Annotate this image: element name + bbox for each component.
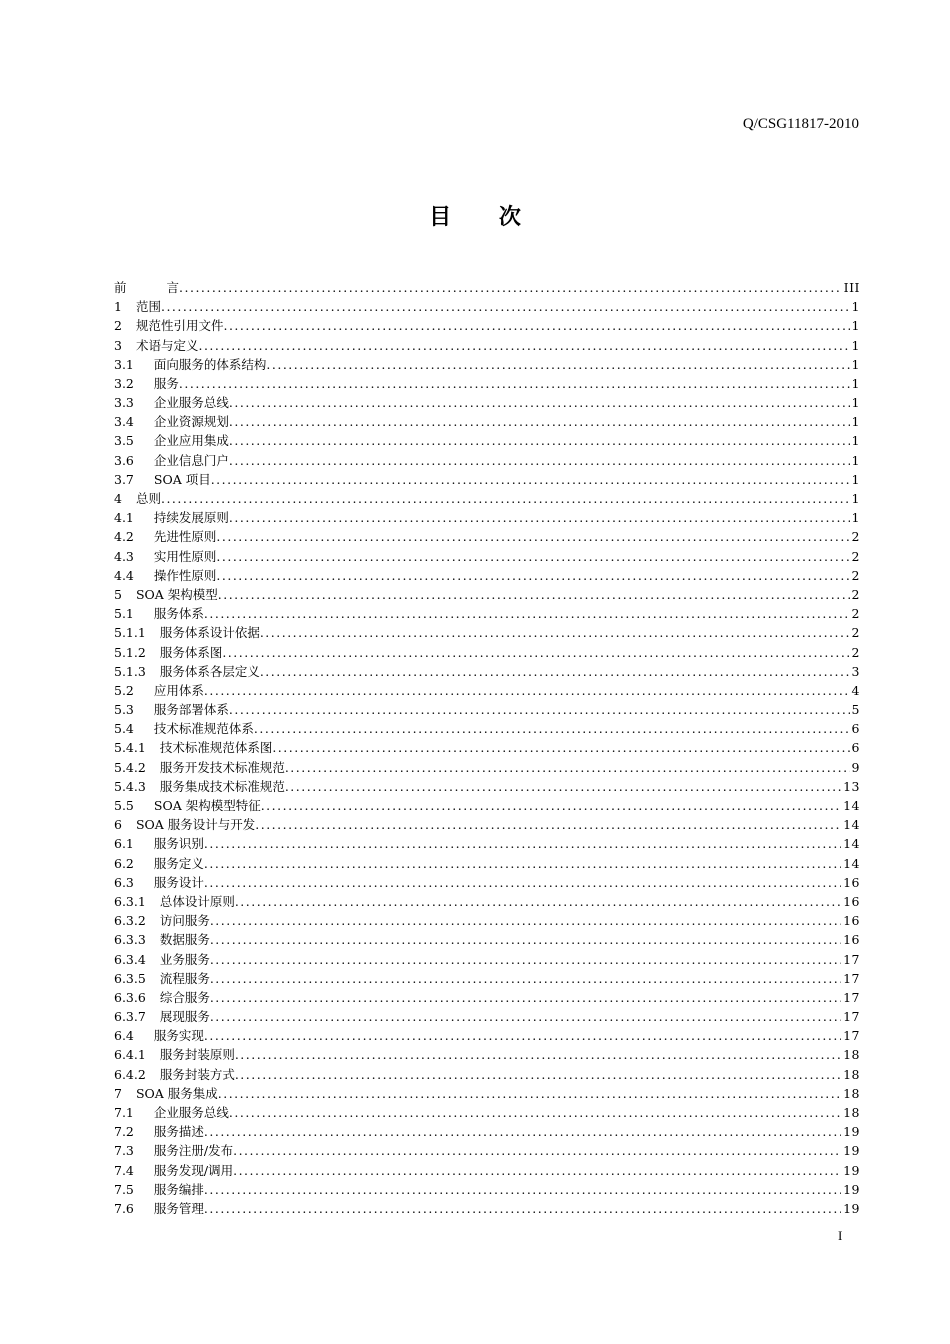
toc-leader-dots [161,297,850,316]
toc-entry-title: 流程服务 [159,970,210,986]
table-of-contents [114,278,860,1218]
toc-entry-title: 技术标准规范体系 [153,721,254,737]
toc-entry-title: 服务部署体系 [153,702,229,718]
toc-entry-number: 6.2 [114,855,134,871]
toc-entry-title: 服务识别 [153,836,204,852]
toc-entry-page: 16 [843,874,860,890]
toc-leader-dots [204,604,850,623]
toc-entry[interactable] [114,892,860,911]
toc-leader-dots [210,911,841,930]
toc-entry-title: 企业服务总线 [153,1105,229,1121]
toc-entry-number: 6.3.3 [114,932,146,948]
toc-entry-page: 13 [843,778,860,794]
toc-entry-number: 7.2 [114,1124,134,1140]
toc-entry[interactable] [114,930,860,949]
toc-entry-page: 1 [851,318,860,334]
toc-leader-dots [222,643,849,662]
toc-leader-dots [210,969,841,988]
toc-entry-page: 19 [843,1200,860,1216]
toc-entry[interactable] [114,1065,860,1084]
toc-entry-page: 1 [851,375,860,391]
toc-entry-page: 2 [851,548,860,564]
toc-entry-number: 5.3 [114,702,134,718]
toc-entry-number: 5.1.1 [114,625,146,641]
toc-entry[interactable] [114,1141,860,1160]
toc-entry-page: 2 [851,567,860,583]
toc-leader-dots [272,739,849,758]
toc-entry-page: 17 [843,970,860,986]
toc-entry-number: 5.4.1 [114,740,146,756]
toc-entry[interactable] [114,1007,860,1026]
toc-entry-page: 14 [843,855,860,871]
toc-entry-number: 3.5 [114,433,134,449]
toc-entry-title: 企业应用集成 [153,433,229,449]
page-title: 目 次 [429,205,521,230]
toc-entry-title: 实用性原则 [153,548,217,564]
toc-entry-title: 范围 [135,299,161,315]
toc-entry-number: 7.6 [114,1200,134,1216]
toc-leader-dots [260,662,850,681]
toc-entry[interactable] [114,969,860,988]
standard-code: Q/CSG11817-2010 [742,116,859,132]
toc-entry-title: 服务体系图 [159,644,223,660]
toc-leader-dots [216,547,849,566]
toc-leader-dots [235,1046,841,1065]
toc-entry-number: 6.4.2 [114,1066,146,1082]
toc-entry-number: 7 [114,1085,122,1101]
toc-leader-dots [254,719,850,738]
toc-entry-page: 14 [843,817,860,833]
toc-leader-dots [229,393,850,412]
toc-leader-dots [229,700,850,719]
toc-leader-dots [204,1122,841,1141]
toc-entry-number: 5.4.3 [114,778,146,794]
toc-entry[interactable] [114,662,860,681]
toc-entry-number: 7.3 [114,1143,134,1159]
toc-entry-title: 服务发现/调用 [153,1162,234,1178]
toc-entry[interactable] [114,547,860,566]
toc-entry-title: 规范性引用文件 [135,318,224,334]
toc-entry[interactable] [114,796,860,815]
toc-entry[interactable] [114,489,860,508]
toc-entry-page: 16 [843,913,860,929]
toc-entry-title: 面向服务的体系结构 [153,356,267,372]
toc-entry-title: 服务体系 [153,606,204,622]
toc-entry-number: 3 [114,337,122,353]
toc-entry[interactable] [114,566,860,585]
toc-entry-page: 1 [851,299,860,315]
toc-entry-number: 6.3 [114,874,134,890]
toc-entry-number: 4 [114,491,122,507]
toc-entry-title: SOA 架构模型 [135,586,218,602]
toc-entry-number: 7.4 [114,1162,134,1178]
toc-entry-number: 1 [114,299,122,315]
toc-entry-page: 14 [843,836,860,852]
toc-entry-number: 2 [114,318,122,334]
toc-leader-dots [233,1141,841,1160]
toc-leader-dots [266,355,849,374]
toc-entry-page: 17 [843,951,860,967]
toc-leader-dots [218,585,850,604]
toc-entry-page: 1 [851,433,860,449]
toc-entry[interactable] [114,777,860,796]
toc-entry-page: 17 [843,1009,860,1025]
toc-entry-page: 16 [843,893,860,909]
toc-entry-title: 服务 [153,375,179,391]
toc-entry[interactable] [114,815,860,834]
toc-entry-title: 企业服务总线 [153,395,229,411]
toc-entry-title: 业务服务 [159,951,210,967]
toc-entry-title: 服务开发技术标准规范 [159,759,285,775]
toc-entry[interactable] [114,911,860,930]
toc-entry-title: 企业信息门户 [153,452,229,468]
toc-entry-number: 5.4.2 [114,759,146,775]
toc-entry-page: 18 [843,1066,860,1082]
toc-leader-dots [216,566,849,585]
toc-entry-title: 服务体系设计依据 [159,625,260,641]
toc-leader-dots [204,854,841,873]
toc-entry-title: SOA 架构模型特征 [153,798,261,814]
toc-entry-page: 1 [851,337,860,353]
toc-leader-dots [204,834,841,853]
toc-entry-number: 6 [114,817,122,833]
toc-entry-number: 5.2 [114,682,134,698]
toc-entry[interactable] [114,1161,860,1180]
toc-entry-page: 19 [843,1162,860,1178]
toc-entry[interactable] [114,316,860,335]
toc-entry-title: SOA 服务设计与开发 [135,817,256,833]
toc-entry[interactable] [114,739,860,758]
toc-entry-page: 1 [851,395,860,411]
toc-entry-page: 1 [851,491,860,507]
toc-entry-title: 术语与定义 [135,337,199,353]
toc-entry[interactable] [114,950,860,969]
toc-entry-title: 服务体系各层定义 [159,663,260,679]
toc-entry-title: 持续发展原则 [153,510,229,526]
toc-entry[interactable] [114,297,860,316]
toc-leader-dots [204,1026,841,1045]
toc-entry-number: 6.3.7 [114,1009,146,1025]
toc-leader-dots [211,470,850,489]
toc-entry-number: 4.3 [114,548,134,564]
toc-entry-page: 6 [851,721,860,737]
toc-entry-page: 2 [851,606,860,622]
toc-entry-number: 6.3.6 [114,989,146,1005]
toc-entry[interactable] [114,834,860,853]
toc-entry-number: 3.3 [114,395,134,411]
toc-entry-page: 19 [843,1181,860,1197]
toc-entry[interactable] [114,643,860,662]
toc-entry-number: 6.4 [114,1028,134,1044]
toc-entry[interactable] [114,1084,860,1103]
toc-entry-title: 总则 [135,491,161,507]
toc-entry-page: 3 [851,663,860,679]
toc-entry-number: 3.7 [114,471,134,487]
toc-entry-number: 4.4 [114,567,134,583]
toc-entry[interactable] [114,374,860,393]
toc-entry[interactable] [114,1180,860,1199]
toc-entry[interactable] [114,1026,860,1045]
toc-entry[interactable] [114,412,860,431]
toc-entry-title: 服务定义 [153,855,204,871]
toc-entry[interactable] [114,336,860,355]
toc-entry-title: 服务设计 [153,874,204,890]
toc-entry-page: 19 [843,1143,860,1159]
toc-entry-number: 4.2 [114,529,134,545]
toc-leader-dots [204,1180,841,1199]
toc-entry-page: 5 [851,702,860,718]
toc-entry-page: 1 [851,471,860,487]
toc-entry-title: 数据服务 [159,932,210,948]
toc-entry-title: 服务实现 [153,1028,204,1044]
toc-leader-dots [229,412,850,431]
toc-entry-page: 2 [851,644,860,660]
toc-entry-title: 服务编排 [153,1181,204,1197]
toc-entry[interactable] [114,1122,860,1141]
toc-leader-dots [161,489,850,508]
toc-entry-number: 5.1.3 [114,663,146,679]
toc-entry[interactable] [114,873,860,892]
toc-entry-number: 7.5 [114,1181,134,1197]
toc-entry-number: 6.3.5 [114,970,146,986]
toc-leader-dots [204,681,850,700]
toc-entry-title: 访问服务 [159,913,210,929]
toc-entry-number: 3.4 [114,414,134,430]
toc-leader-dots [216,527,849,546]
toc-entry[interactable] [114,432,860,451]
toc-entry-title: SOA 服务集成 [135,1085,218,1101]
toc-entry-title: 展现服务 [159,1009,210,1025]
toc-entry-number: 5.5 [114,798,134,814]
toc-entry-number: 6.1 [114,836,134,852]
toc-entry-page: 1 [851,452,860,468]
toc-entry-page: 16 [843,932,860,948]
toc-leader-dots [204,873,841,892]
toc-entry-page: 1 [851,414,860,430]
toc-entry-page: 2 [851,529,860,545]
toc-entry-page: 14 [843,798,860,814]
toc-entry[interactable] [114,623,860,642]
toc-leader-dots [261,796,841,815]
toc-entry-number: 前 [114,279,127,295]
toc-leader-dots [235,892,841,911]
toc-leader-dots [210,1007,841,1026]
toc-leader-dots [198,336,849,355]
toc-entry[interactable] [114,1199,860,1218]
toc-entry-number: 3.6 [114,452,134,468]
toc-entry-number: 5.4 [114,721,134,737]
toc-entry-number: 6.3.2 [114,913,146,929]
toc-entry-title: 服务管理 [153,1200,204,1216]
toc-entry-title: 先进性原则 [153,529,217,545]
toc-entry[interactable] [114,854,860,873]
toc-entry-title: 应用体系 [153,682,204,698]
toc-leader-dots [210,988,841,1007]
toc-entry-number: 5 [114,586,122,602]
toc-leader-dots [210,950,841,969]
toc-entry-title: 总体设计原则 [159,893,235,909]
toc-entry-page: 2 [851,586,860,602]
toc-entry[interactable] [114,758,860,777]
toc-entry-number: 6.3.4 [114,951,146,967]
toc-entry-page: 4 [851,682,860,698]
toc-entry[interactable] [114,470,860,489]
toc-entry[interactable] [114,1103,860,1122]
toc-entry-number: 3.2 [114,375,134,391]
toc-entry-page: 17 [843,1028,860,1044]
toc-entry-title: 企业资源规划 [153,414,229,430]
toc-entry-page: 1 [851,356,860,372]
toc-entry-page: 1 [851,510,860,526]
toc-leader-dots [218,1084,841,1103]
toc-entry-number: 6.4.1 [114,1047,146,1063]
toc-entry[interactable] [114,451,860,470]
toc-entry[interactable] [114,585,860,604]
toc-entry-page: 6 [851,740,860,756]
toc-leader-dots [223,316,849,335]
toc-entry-page: III [843,279,860,295]
toc-leader-dots [285,777,841,796]
toc-leader-dots [229,508,850,527]
toc-entry-number: 6.3.1 [114,893,146,909]
toc-entry[interactable] [114,527,860,546]
toc-entry[interactable] [114,988,860,1007]
toc-entry-title: 操作性原则 [153,567,217,583]
toc-entry-title: 服务描述 [153,1124,204,1140]
toc-entry[interactable] [114,604,860,623]
toc-entry[interactable] [114,508,860,527]
toc-entry-number: 7.1 [114,1105,134,1121]
toc-entry[interactable] [114,393,860,412]
toc-entry[interactable] [114,278,860,297]
toc-leader-dots [235,1065,841,1084]
toc-leader-dots [210,930,841,949]
toc-entry-title: 言 [166,279,180,295]
toc-entry-page: 2 [851,625,860,641]
toc-entry[interactable] [114,719,860,738]
toc-entry-page: 18 [843,1047,860,1063]
page-number: I [838,1228,843,1243]
toc-entry[interactable] [114,681,860,700]
toc-leader-dots [233,1161,841,1180]
toc-leader-dots [179,278,842,297]
toc-entry[interactable] [114,355,860,374]
toc-entry-title: 技术标准规范体系图 [159,740,273,756]
toc-entry-title: 综合服务 [159,989,210,1005]
toc-entry-page: 18 [843,1085,860,1101]
toc-entry-number: 5.1.2 [114,644,146,660]
toc-entry-title: 服务注册/发布 [153,1143,234,1159]
toc-leader-dots [285,758,850,777]
toc-leader-dots [179,374,850,393]
toc-entry-number: 3.1 [114,356,134,372]
toc-entry-number: 5.1 [114,606,134,622]
toc-leader-dots [204,1199,841,1218]
toc-leader-dots [255,815,841,834]
toc-leader-dots [229,432,850,451]
toc-entry-title: 服务集成技术标准规范 [159,778,285,794]
toc-entry-page: 19 [843,1124,860,1140]
toc-entry[interactable] [114,700,860,719]
toc-entry[interactable] [114,1046,860,1065]
toc-entry-page: 17 [843,989,860,1005]
toc-entry-page: 9 [851,759,860,775]
toc-leader-dots [260,623,850,642]
toc-entry-title: SOA 项目 [153,471,211,487]
toc-leader-dots [229,1103,841,1122]
toc-leader-dots [229,451,850,470]
toc-entry-title: 服务封装方式 [159,1066,235,1082]
toc-entry-page: 18 [843,1105,860,1121]
toc-entry-number: 4.1 [114,510,134,526]
toc-entry-title: 服务封装原则 [159,1047,235,1063]
